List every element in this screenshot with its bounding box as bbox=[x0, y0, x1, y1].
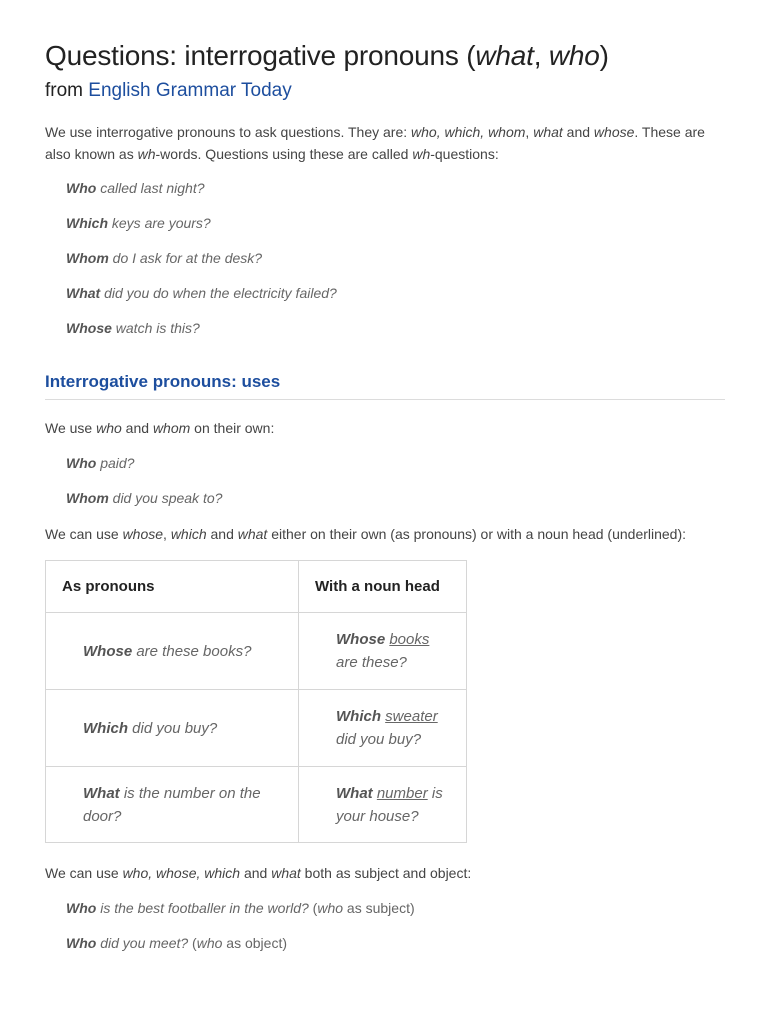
table-row bbox=[46, 767, 467, 843]
source-link[interactable]: English Grammar Today bbox=[88, 80, 292, 101]
example-sentence: Who did you meet? (who as object) bbox=[66, 935, 288, 951]
example-sentence: Which keys are yours? bbox=[66, 215, 211, 231]
section-heading: Interrogative pronouns: uses bbox=[45, 372, 281, 391]
uses-paragraph: We use who and whom on their own: bbox=[45, 420, 275, 436]
example-sentence: Whose watch is this? bbox=[66, 320, 200, 336]
example-sentence: Whom did you speak to? bbox=[66, 490, 223, 506]
source-line: from English Grammar Today bbox=[45, 80, 292, 101]
table-cell: Whose are these books? bbox=[46, 613, 299, 690]
noun-head-paragraph: We can use whose, which and what either on their own (as pronouns) or with a noun head (underlined): bbox=[45, 526, 687, 542]
table-cell: What is the number on the door? bbox=[46, 767, 299, 843]
intro-paragraph: We use interrogative pronouns to ask questions. They are: who, which, whom, what and whose. These are also known as wh-words. Questions using these are called wh-questions: bbox=[45, 124, 705, 162]
noun-head: sweater bbox=[385, 708, 438, 725]
pronoun-table bbox=[45, 560, 467, 843]
table-cell: Whose books are these? bbox=[299, 613, 467, 690]
table-cell: Which did you buy? bbox=[46, 690, 299, 767]
example-sentence: Whom do I ask for at the desk? bbox=[66, 250, 263, 266]
example-sentence: Who called last night? bbox=[66, 180, 205, 196]
noun-head: books bbox=[389, 631, 430, 648]
noun-head: number bbox=[376, 784, 428, 802]
example-sentence: What did you do when the electricity failed? bbox=[66, 285, 337, 301]
table-cell: What number is your house? bbox=[299, 767, 467, 843]
table-row bbox=[46, 690, 467, 767]
table-header-row bbox=[46, 561, 467, 613]
table-cell: Which sweater did you buy? bbox=[299, 690, 467, 767]
table-header: With a noun head bbox=[299, 561, 467, 613]
example-sentence: Who paid? bbox=[66, 455, 135, 471]
table-row bbox=[46, 613, 467, 690]
subject-object-paragraph: We can use who, whose, which and what both as subject and object: bbox=[45, 865, 472, 881]
section-divider bbox=[45, 399, 725, 400]
example-sentence: Who is the best footballer in the world? (who as subject) bbox=[66, 900, 415, 916]
table-header: As pronouns bbox=[46, 561, 299, 613]
page-title: Questions: interrogative pronouns (what, who) bbox=[45, 40, 609, 71]
